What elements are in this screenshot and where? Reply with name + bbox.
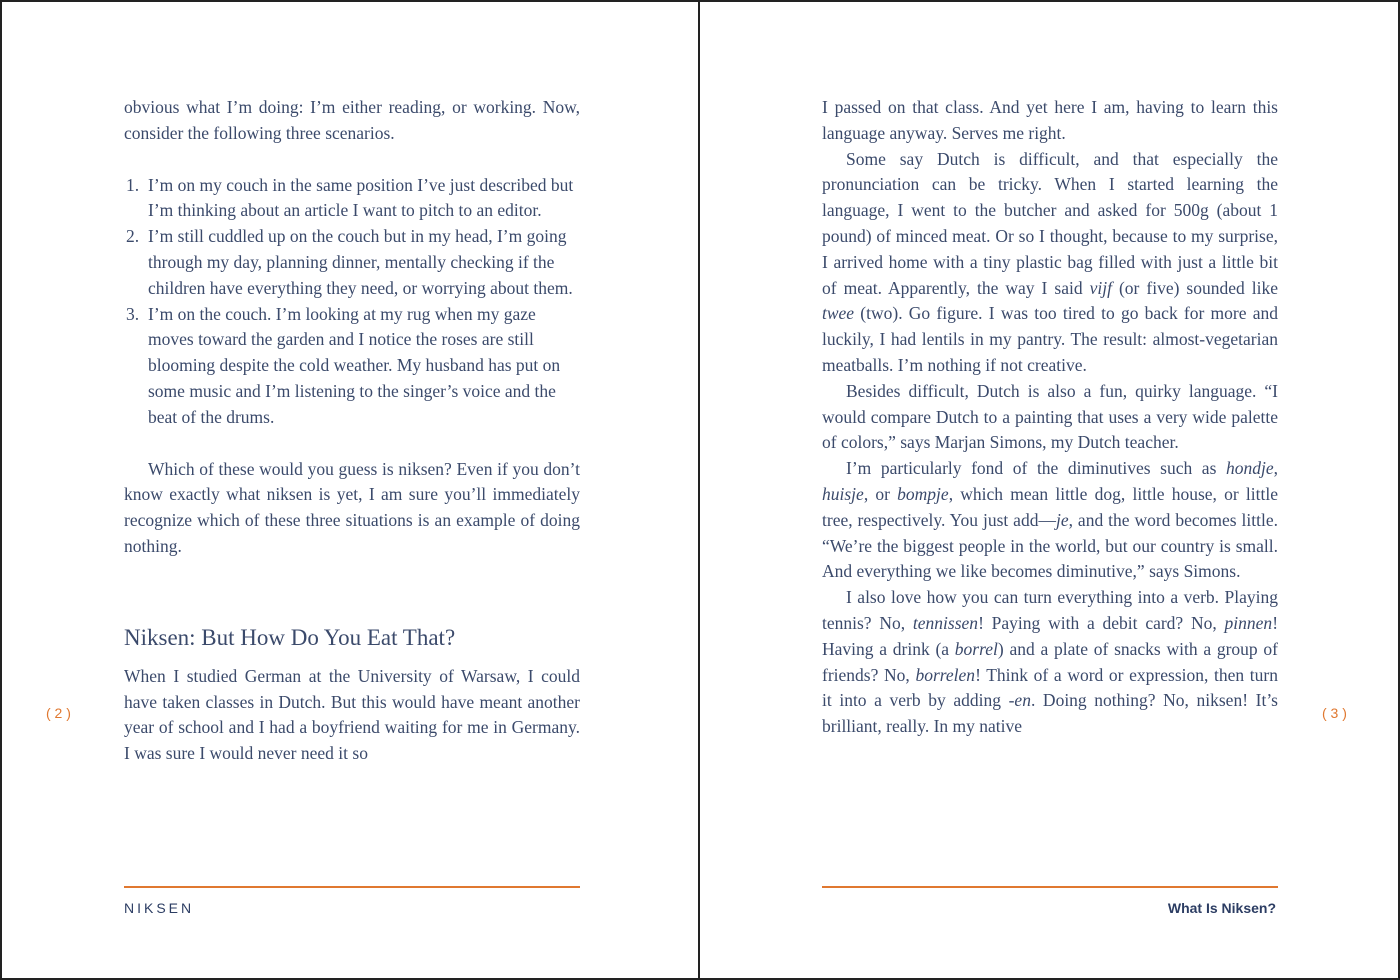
section-heading: Niksen: But How Do You Eat That? bbox=[124, 624, 456, 650]
right-page-body bbox=[822, 95, 1278, 740]
intro-paragraph: obvious what I’m doing: I’m either reading, or working. Now, consider the following three scenarios. bbox=[124, 97, 580, 143]
running-head-left: NIKSEN bbox=[124, 900, 195, 916]
paragraph: I passed on that class. And yet here I am, having to learn this language anyway. Serves me right. bbox=[822, 97, 1278, 143]
paragraph: I’m particularly fond of the diminutives such as hondje, huisje, or bompje, which mean little dog, little house, or little tree, respectively. You just add—je, and the word becomes little. “We’re the biggest people in the world, but our country is small. And everything we like becomes diminutive,” says Simons. bbox=[822, 458, 1279, 582]
list-item-text: I’m on the couch. I’m looking at my rug when my gaze moves toward the garden and I notice the roses are still blooming despite the cold weather. My husband has put on some music and I’m listening to the singer’s voice and the beat of the drums. bbox=[148, 303, 561, 427]
list-item-text: I’m on my couch in the same position I’ve just described but I’m thinking about an article I want to pitch to an editor. bbox=[148, 174, 574, 221]
running-head-right: What Is Niksen? bbox=[1167, 900, 1276, 916]
list-number: 1. bbox=[126, 174, 140, 195]
question-paragraph: Which of these would you guess is niksen? Even if you don’t know exactly what niksen is yet, I am sure you’ll immediately recognize which of these three situations is an example of doing nothing. bbox=[124, 458, 580, 556]
list-number: 2. bbox=[126, 226, 140, 247]
right-page bbox=[700, 0, 1400, 980]
left-page-body bbox=[124, 95, 580, 767]
paragraph: I also love how you can turn everything into a verb. Playing tennis? No, tennissen! Paying with a debit card? No, pinnen! Having a drink (a borrel) and a plate of snacks with a group of friends? No, borrelen! Think of a word or expression, then turn it into a verb by adding -en. Doing nothing? No, niksen! It’s brilliant, really. In my native bbox=[822, 587, 1279, 737]
list-item bbox=[124, 302, 580, 431]
page-number-right: ( 3 ) bbox=[1322, 705, 1347, 721]
scenario-list bbox=[124, 173, 580, 431]
list-item-text: I’m still cuddled up on the couch but in my head, I’m going through my day, planning dinner, mentally checking if the children have everything they need, or worrying about them. bbox=[148, 226, 573, 298]
paragraph: Besides difficult, Dutch is also a fun, quirky language. “I would compare Dutch to a painting that uses a very wide palette of colors,” says Marjan Simons, my Dutch teacher. bbox=[822, 380, 1278, 453]
list-number: 3. bbox=[126, 303, 140, 324]
footer-rule-left bbox=[124, 886, 580, 888]
list-item bbox=[124, 224, 580, 301]
section-paragraph: When I studied German at the University of Warsaw, I could have taken classes in Dutch. But this would have meant another year of school and I had a boyfriend waiting for me in Germany. I was sure I would never need it so bbox=[124, 665, 580, 764]
paragraph: Some say Dutch is difficult, and that especially the pronunciation can be tricky. When I started learning the language, I went to the butcher and asked for 500g (about 1 pound) of minced meat. Or so I thought, because to my surprise, I arrived home with a tiny plastic bag filled with just a little bit of meat. Apparently, the way I said vijf (or five) sounded like twee (two). Go figure. I was too tired to go back for more and luckily, I had lentils in my pantry. The result: almost-vegetarian meatballs. I’m nothing if not creative. bbox=[822, 148, 1279, 375]
footer-rule-right bbox=[822, 886, 1278, 888]
list-item bbox=[124, 173, 580, 225]
page-number-left: ( 2 ) bbox=[46, 705, 71, 721]
